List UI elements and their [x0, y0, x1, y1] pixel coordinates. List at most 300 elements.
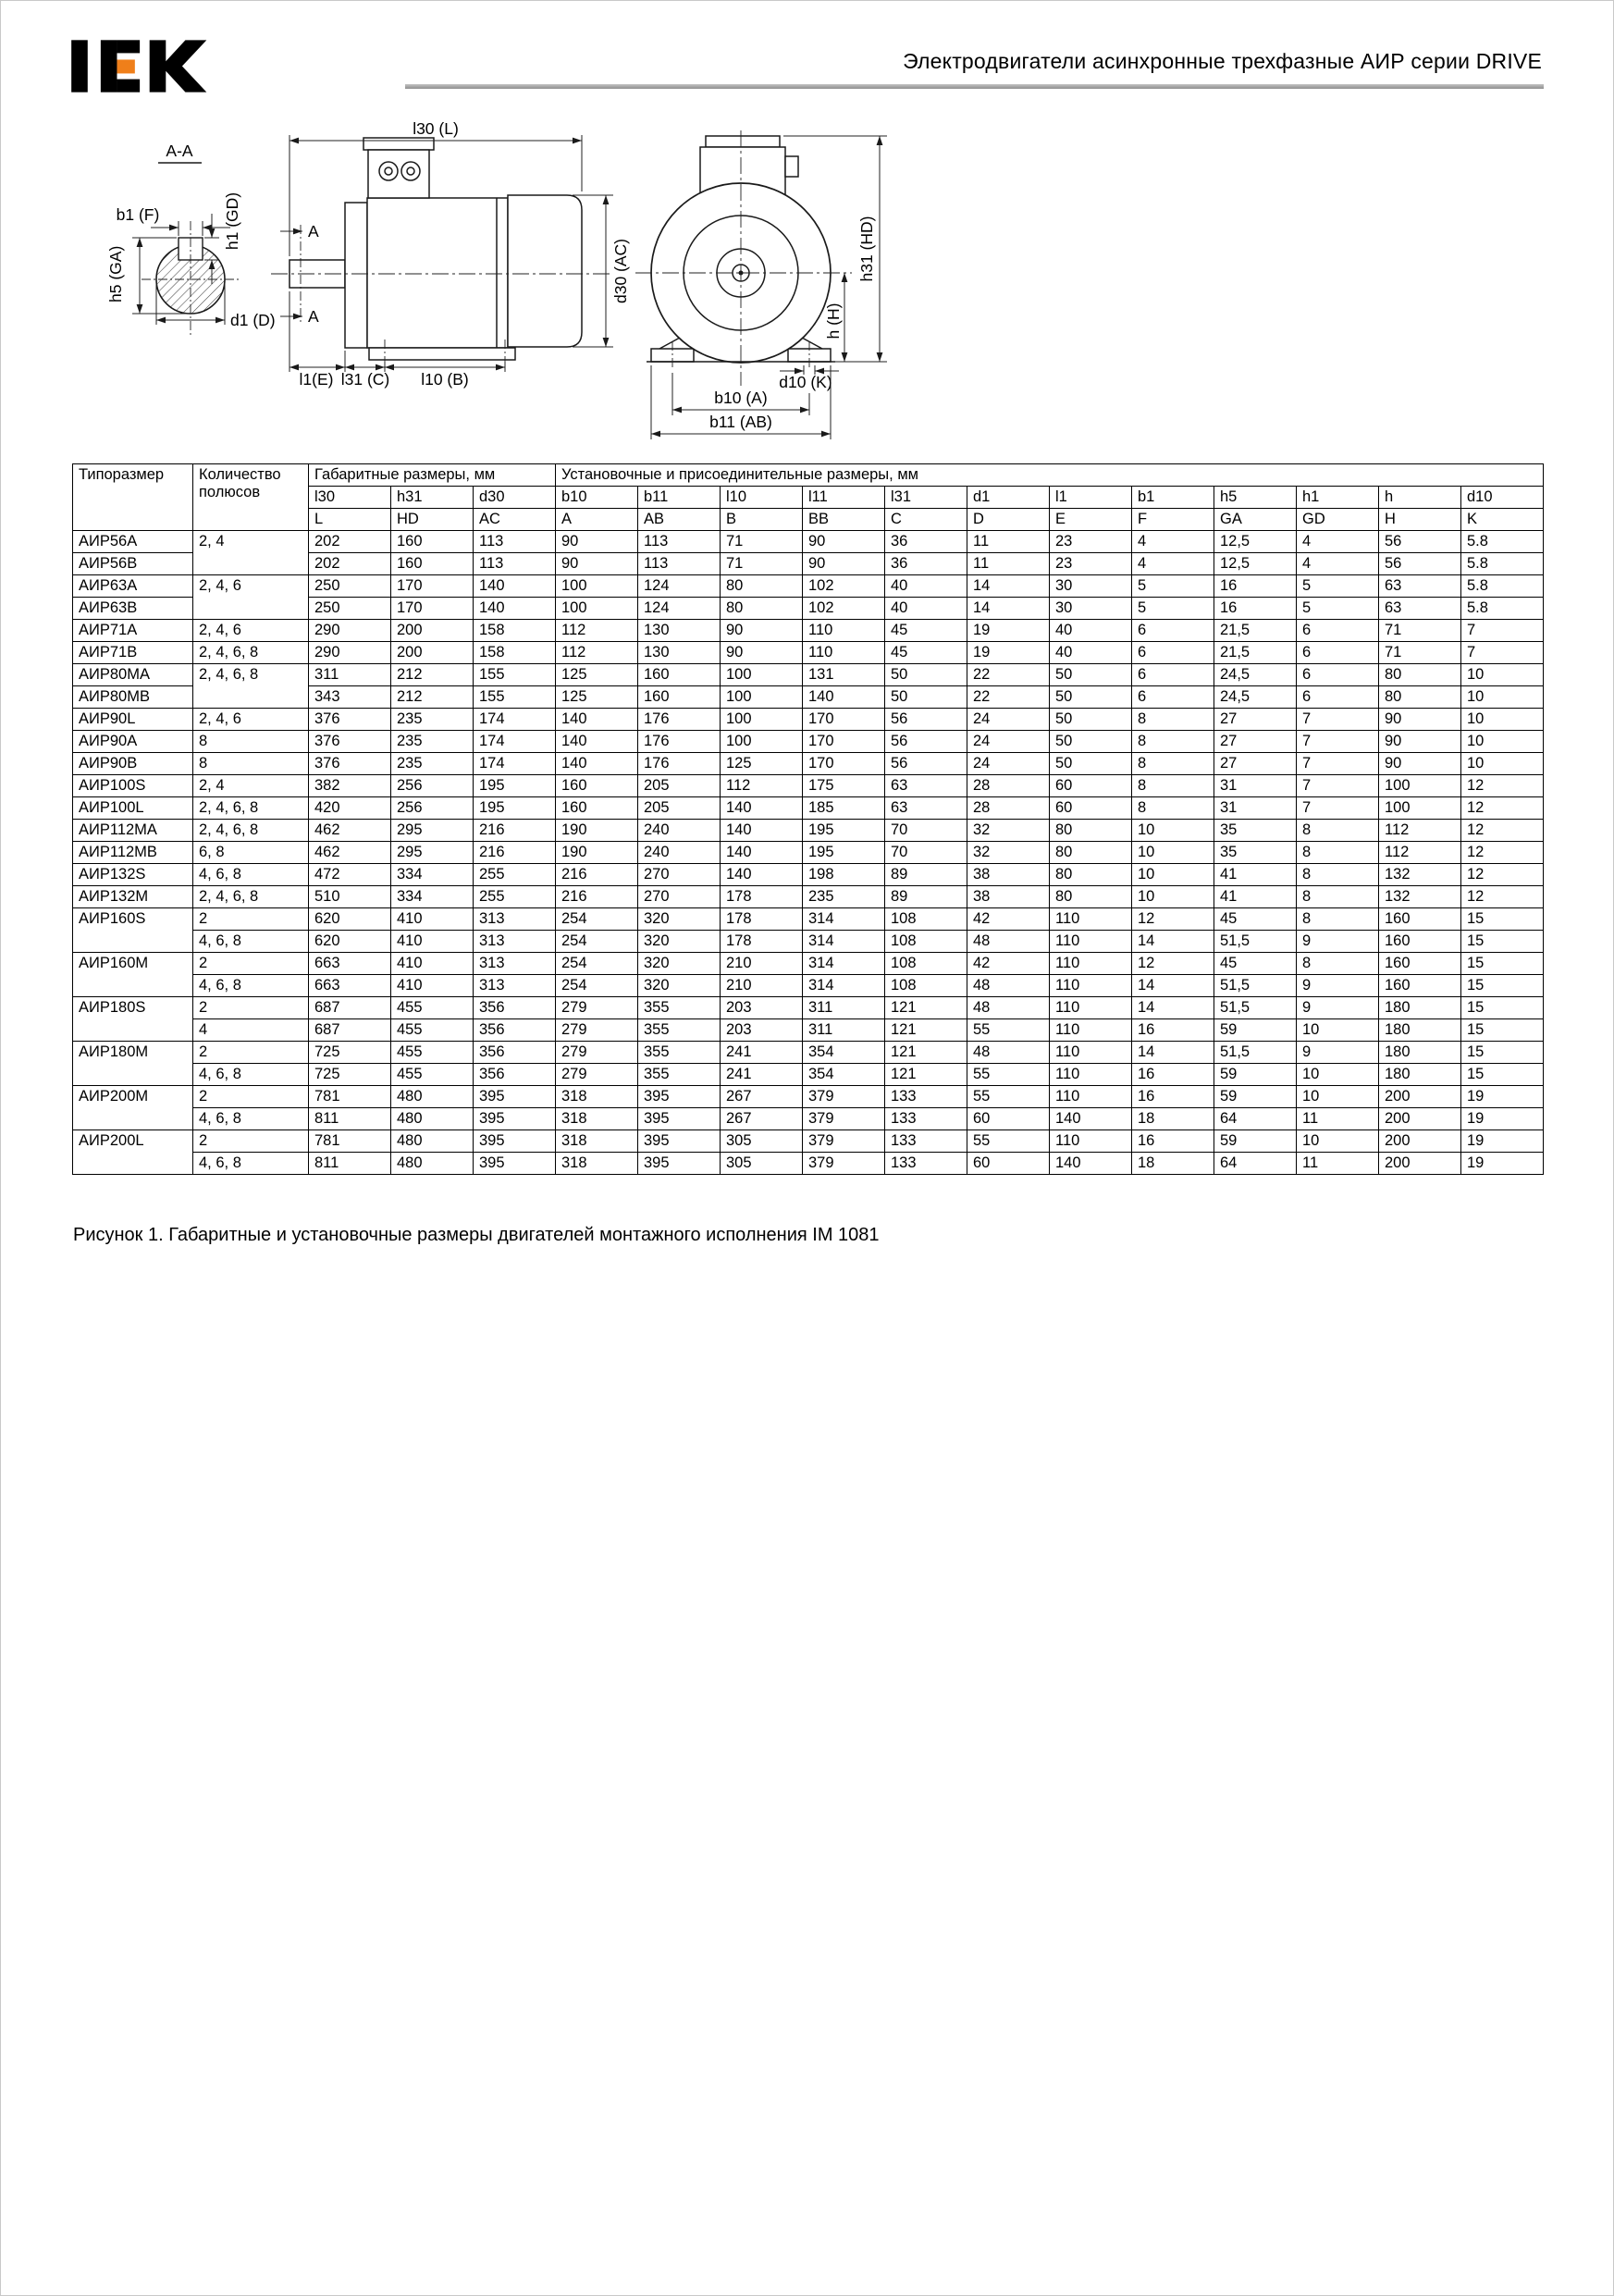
- label-b11: b11 (AB): [709, 413, 772, 431]
- value-cell: 160: [391, 531, 474, 553]
- value-cell: 80: [1379, 664, 1461, 686]
- col-subhead-letter: F: [1132, 509, 1214, 531]
- value-cell: 4: [1297, 553, 1379, 575]
- label-cut-top: А: [308, 222, 319, 241]
- value-cell: 200: [391, 642, 474, 664]
- value-cell: 30: [1050, 598, 1132, 620]
- value-cell: 100: [721, 664, 803, 686]
- value-cell: 158: [474, 620, 556, 642]
- value-cell: 313: [474, 931, 556, 953]
- value-cell: 51,5: [1214, 931, 1297, 953]
- value-cell: 5.8: [1461, 598, 1544, 620]
- type-cell: АИР160М: [73, 953, 193, 997]
- value-cell: 9: [1297, 1042, 1379, 1064]
- col-subhead-letter: GD: [1297, 509, 1379, 531]
- value-cell: 178: [721, 931, 803, 953]
- value-cell: 160: [1379, 975, 1461, 997]
- poles-cell: 2, 4, 6, 8: [193, 642, 309, 664]
- value-cell: 71: [1379, 642, 1461, 664]
- value-cell: 121: [885, 1064, 967, 1086]
- value-cell: 455: [391, 1042, 474, 1064]
- type-cell: АИР112МА: [73, 820, 193, 842]
- value-cell: 41: [1214, 886, 1297, 908]
- table-row: [73, 775, 1544, 797]
- value-cell: 19: [1461, 1130, 1544, 1153]
- type-cell: АИР80МА: [73, 664, 193, 686]
- poles-cell: 2, 4, 6: [193, 709, 309, 731]
- value-cell: 334: [391, 886, 474, 908]
- value-cell: 23: [1050, 553, 1132, 575]
- value-cell: 15: [1461, 1042, 1544, 1064]
- value-cell: 16: [1214, 575, 1297, 598]
- value-cell: 395: [474, 1108, 556, 1130]
- table-row: [73, 1153, 1544, 1175]
- value-cell: 10: [1461, 686, 1544, 709]
- value-cell: 36: [885, 531, 967, 553]
- value-cell: 70: [885, 842, 967, 864]
- col-subhead-dim: d1: [967, 487, 1050, 509]
- value-cell: 254: [556, 908, 638, 931]
- value-cell: 28: [967, 797, 1050, 820]
- value-cell: 318: [556, 1153, 638, 1175]
- col-subhead-dim: b11: [638, 487, 721, 509]
- value-cell: 14: [1132, 1042, 1214, 1064]
- value-cell: 216: [556, 864, 638, 886]
- value-cell: 160: [638, 664, 721, 686]
- logo-letter-e-bar: [101, 40, 117, 92]
- value-cell: 15: [1461, 1019, 1544, 1042]
- value-cell: 395: [474, 1130, 556, 1153]
- value-cell: 110: [1050, 953, 1132, 975]
- value-cell: 30: [1050, 575, 1132, 598]
- value-cell: 320: [638, 953, 721, 975]
- poles-cell: 2: [193, 997, 309, 1019]
- value-cell: 205: [638, 775, 721, 797]
- value-cell: 140: [556, 753, 638, 775]
- value-cell: 11: [1297, 1108, 1379, 1130]
- value-cell: 254: [556, 953, 638, 975]
- value-cell: 254: [556, 975, 638, 997]
- front-view: [635, 130, 887, 439]
- col-subhead-letter: AB: [638, 509, 721, 531]
- value-cell: 89: [885, 864, 967, 886]
- value-cell: 158: [474, 642, 556, 664]
- table-row: [73, 1042, 1544, 1064]
- value-cell: 42: [967, 908, 1050, 931]
- value-cell: 202: [309, 531, 391, 553]
- value-cell: 45: [1214, 908, 1297, 931]
- poles-cell: 2, 4, 6, 8: [193, 820, 309, 842]
- value-cell: 110: [1050, 1019, 1132, 1042]
- value-cell: 320: [638, 931, 721, 953]
- value-cell: 102: [803, 598, 885, 620]
- value-cell: 124: [638, 598, 721, 620]
- col-subhead-dim: h1: [1297, 487, 1379, 509]
- value-cell: 379: [803, 1086, 885, 1108]
- value-cell: 290: [309, 642, 391, 664]
- value-cell: 12: [1461, 775, 1544, 797]
- value-cell: 16: [1132, 1130, 1214, 1153]
- terminal-box-lip: [363, 138, 434, 150]
- value-cell: 40: [1050, 642, 1132, 664]
- value-cell: 314: [803, 931, 885, 953]
- value-cell: 160: [1379, 953, 1461, 975]
- value-cell: 42: [967, 953, 1050, 975]
- value-cell: 620: [309, 931, 391, 953]
- value-cell: 395: [474, 1086, 556, 1108]
- col-subhead-dim: h5: [1214, 487, 1297, 509]
- value-cell: 24,5: [1214, 686, 1297, 709]
- value-cell: 113: [638, 531, 721, 553]
- value-cell: 241: [721, 1064, 803, 1086]
- value-cell: 160: [1379, 908, 1461, 931]
- value-cell: 45: [885, 642, 967, 664]
- value-cell: 195: [803, 820, 885, 842]
- value-cell: 178: [721, 908, 803, 931]
- poles-cell: 2, 4, 6: [193, 575, 309, 620]
- value-cell: 10: [1297, 1064, 1379, 1086]
- value-cell: 8: [1132, 797, 1214, 820]
- value-cell: 6: [1132, 664, 1214, 686]
- value-cell: 133: [885, 1130, 967, 1153]
- value-cell: 295: [391, 842, 474, 864]
- value-cell: 130: [638, 642, 721, 664]
- value-cell: 140: [556, 709, 638, 731]
- poles-cell: 4: [193, 1019, 309, 1042]
- table-row: [73, 753, 1544, 775]
- dimensions-table-wrap: [72, 463, 1543, 1175]
- value-cell: 8: [1132, 753, 1214, 775]
- value-cell: 112: [1379, 842, 1461, 864]
- value-cell: 108: [885, 931, 967, 953]
- type-cell: АИР63А: [73, 575, 193, 598]
- value-cell: 10: [1461, 709, 1544, 731]
- value-cell: 56: [885, 709, 967, 731]
- value-cell: 112: [556, 642, 638, 664]
- value-cell: 395: [638, 1108, 721, 1130]
- value-cell: 200: [1379, 1108, 1461, 1130]
- value-cell: 71: [721, 553, 803, 575]
- value-cell: 202: [309, 553, 391, 575]
- type-cell: АИР71А: [73, 620, 193, 642]
- col-subhead-dim: b10: [556, 487, 638, 509]
- value-cell: 100: [1379, 797, 1461, 820]
- logo-letter-k: [150, 40, 207, 92]
- side-view: [271, 119, 630, 389]
- value-cell: 5.8: [1461, 553, 1544, 575]
- value-cell: 51,5: [1214, 997, 1297, 1019]
- value-cell: 100: [1379, 775, 1461, 797]
- value-cell: 200: [391, 620, 474, 642]
- value-cell: 455: [391, 1064, 474, 1086]
- value-cell: 395: [638, 1153, 721, 1175]
- value-cell: 90: [803, 553, 885, 575]
- value-cell: 279: [556, 1064, 638, 1086]
- value-cell: 480: [391, 1130, 474, 1153]
- value-cell: 125: [721, 753, 803, 775]
- table-row: [73, 975, 1544, 997]
- value-cell: 10: [1297, 1130, 1379, 1153]
- value-cell: 125: [556, 686, 638, 709]
- table-row: [73, 864, 1544, 886]
- value-cell: 313: [474, 908, 556, 931]
- col-header-poles: Количество полюсов: [193, 464, 309, 531]
- value-cell: 313: [474, 975, 556, 997]
- label-l31: l31 (C): [340, 370, 390, 389]
- value-cell: 19: [967, 642, 1050, 664]
- value-cell: 235: [803, 886, 885, 908]
- value-cell: 38: [967, 886, 1050, 908]
- value-cell: 55: [967, 1130, 1050, 1153]
- value-cell: 176: [638, 709, 721, 731]
- col-subhead-dim: l30: [309, 487, 391, 509]
- label-d30: d30 (AC): [611, 238, 630, 304]
- value-cell: 80: [1050, 842, 1132, 864]
- value-cell: 472: [309, 864, 391, 886]
- value-cell: 5: [1297, 575, 1379, 598]
- value-cell: 63: [1379, 575, 1461, 598]
- value-cell: 195: [474, 797, 556, 820]
- label-cut-bottom: А: [308, 307, 319, 326]
- value-cell: 18: [1132, 1153, 1214, 1175]
- value-cell: 108: [885, 953, 967, 975]
- value-cell: 70: [885, 820, 967, 842]
- value-cell: 356: [474, 1064, 556, 1086]
- value-cell: 15: [1461, 997, 1544, 1019]
- value-cell: 110: [1050, 1064, 1132, 1086]
- value-cell: 121: [885, 997, 967, 1019]
- fan-cowl: [508, 195, 582, 347]
- value-cell: 11: [967, 531, 1050, 553]
- value-cell: 318: [556, 1108, 638, 1130]
- value-cell: 376: [309, 731, 391, 753]
- value-cell: 314: [803, 908, 885, 931]
- poles-cell: 2, 4: [193, 775, 309, 797]
- value-cell: 140: [1050, 1153, 1132, 1175]
- value-cell: 200: [1379, 1153, 1461, 1175]
- poles-cell: 4, 6, 8: [193, 864, 309, 886]
- value-cell: 45: [1214, 953, 1297, 975]
- value-cell: 6: [1297, 642, 1379, 664]
- col-subhead-letter: D: [967, 509, 1050, 531]
- value-cell: 176: [638, 753, 721, 775]
- value-cell: 108: [885, 975, 967, 997]
- value-cell: 113: [474, 531, 556, 553]
- col-subhead-letter: BB: [803, 509, 885, 531]
- value-cell: 113: [638, 553, 721, 575]
- value-cell: 8: [1297, 908, 1379, 931]
- col-group-mounting: Установочные и присоединительные размеры, мм: [556, 464, 1544, 487]
- type-cell: АИР160S: [73, 908, 193, 953]
- col-subhead-dim: h31: [391, 487, 474, 509]
- col-subhead-dim: b1: [1132, 487, 1214, 509]
- value-cell: 811: [309, 1153, 391, 1175]
- value-cell: 620: [309, 908, 391, 931]
- value-cell: 7: [1297, 753, 1379, 775]
- value-cell: 170: [803, 753, 885, 775]
- value-cell: 56: [1379, 531, 1461, 553]
- table-row: [73, 1130, 1544, 1153]
- value-cell: 256: [391, 797, 474, 820]
- value-cell: 12: [1461, 864, 1544, 886]
- value-cell: 6: [1132, 642, 1214, 664]
- poles-cell: 2, 4, 6, 8: [193, 664, 309, 709]
- value-cell: 170: [803, 731, 885, 753]
- logo-letter-i: [71, 40, 88, 92]
- poles-cell: 4, 6, 8: [193, 931, 309, 953]
- value-cell: 60: [1050, 797, 1132, 820]
- value-cell: 121: [885, 1019, 967, 1042]
- value-cell: 50: [1050, 731, 1132, 753]
- value-cell: 90: [556, 553, 638, 575]
- value-cell: 235: [391, 709, 474, 731]
- value-cell: 28: [967, 775, 1050, 797]
- value-cell: 80: [721, 575, 803, 598]
- type-cell: АИР180S: [73, 997, 193, 1042]
- value-cell: 50: [1050, 664, 1132, 686]
- value-cell: 212: [391, 664, 474, 686]
- value-cell: 6: [1297, 620, 1379, 642]
- value-cell: 10: [1132, 842, 1214, 864]
- value-cell: 240: [638, 842, 721, 864]
- value-cell: 110: [1050, 975, 1132, 997]
- poles-cell: 4, 6, 8: [193, 1153, 309, 1175]
- label-d10: d10 (K): [779, 373, 832, 391]
- value-cell: 355: [638, 1042, 721, 1064]
- value-cell: 19: [1461, 1086, 1544, 1108]
- value-cell: 10: [1132, 886, 1214, 908]
- value-cell: 140: [1050, 1108, 1132, 1130]
- front-terminal-box-lip: [706, 136, 780, 147]
- value-cell: 14: [967, 598, 1050, 620]
- value-cell: 12: [1132, 953, 1214, 975]
- value-cell: 64: [1214, 1153, 1297, 1175]
- value-cell: 254: [556, 931, 638, 953]
- value-cell: 40: [885, 575, 967, 598]
- value-cell: 100: [556, 575, 638, 598]
- value-cell: 8: [1297, 842, 1379, 864]
- value-cell: 314: [803, 953, 885, 975]
- value-cell: 8: [1132, 775, 1214, 797]
- value-cell: 133: [885, 1108, 967, 1130]
- value-cell: 190: [556, 820, 638, 842]
- value-cell: 320: [638, 975, 721, 997]
- poles-cell: 2, 4, 6, 8: [193, 886, 309, 908]
- value-cell: 5.8: [1461, 531, 1544, 553]
- table-row: [73, 797, 1544, 820]
- value-cell: 195: [474, 775, 556, 797]
- value-cell: 355: [638, 1064, 721, 1086]
- value-cell: 687: [309, 1019, 391, 1042]
- value-cell: 31: [1214, 775, 1297, 797]
- poles-cell: 2: [193, 908, 309, 931]
- value-cell: 356: [474, 1019, 556, 1042]
- value-cell: 267: [721, 1108, 803, 1130]
- table-row: [73, 709, 1544, 731]
- value-cell: 379: [803, 1108, 885, 1130]
- label-l30: l30 (L): [413, 119, 459, 138]
- type-cell: АИР90В: [73, 753, 193, 775]
- value-cell: 7: [1297, 797, 1379, 820]
- value-cell: 130: [638, 620, 721, 642]
- type-cell: АИР132М: [73, 886, 193, 908]
- value-cell: 8: [1297, 953, 1379, 975]
- value-cell: 8: [1297, 886, 1379, 908]
- value-cell: 10: [1461, 664, 1544, 686]
- value-cell: 90: [556, 531, 638, 553]
- value-cell: 811: [309, 1108, 391, 1130]
- table-row: [73, 575, 1544, 598]
- value-cell: 178: [721, 886, 803, 908]
- value-cell: 51,5: [1214, 975, 1297, 997]
- label-l1: l1(E): [299, 370, 334, 389]
- value-cell: 48: [967, 997, 1050, 1019]
- iek-logo: [71, 29, 210, 104]
- value-cell: 8: [1297, 820, 1379, 842]
- value-cell: 420: [309, 797, 391, 820]
- type-cell: АИР100S: [73, 775, 193, 797]
- value-cell: 14: [1132, 997, 1214, 1019]
- value-cell: 6: [1297, 686, 1379, 709]
- value-cell: 124: [638, 575, 721, 598]
- value-cell: 455: [391, 1019, 474, 1042]
- value-cell: 180: [1379, 997, 1461, 1019]
- value-cell: 64: [1214, 1108, 1297, 1130]
- motor-body: [367, 198, 508, 348]
- value-cell: 80: [721, 598, 803, 620]
- value-cell: 781: [309, 1130, 391, 1153]
- value-cell: 480: [391, 1153, 474, 1175]
- value-cell: 410: [391, 931, 474, 953]
- value-cell: 295: [391, 820, 474, 842]
- value-cell: 15: [1461, 931, 1544, 953]
- value-cell: 5: [1132, 598, 1214, 620]
- poles-cell: 6, 8: [193, 842, 309, 864]
- value-cell: 60: [967, 1108, 1050, 1130]
- value-cell: 140: [556, 731, 638, 753]
- value-cell: 80: [1050, 886, 1132, 908]
- col-subhead-letter: K: [1461, 509, 1544, 531]
- value-cell: 9: [1297, 997, 1379, 1019]
- value-cell: 23: [1050, 531, 1132, 553]
- poles-cell: 2: [193, 1042, 309, 1064]
- value-cell: 110: [1050, 1042, 1132, 1064]
- value-cell: 100: [556, 598, 638, 620]
- value-cell: 112: [721, 775, 803, 797]
- value-cell: 354: [803, 1064, 885, 1086]
- value-cell: 170: [803, 709, 885, 731]
- value-cell: 174: [474, 753, 556, 775]
- poles-cell: 2, 4, 6, 8: [193, 797, 309, 820]
- value-cell: 185: [803, 797, 885, 820]
- poles-cell: 4, 6, 8: [193, 1108, 309, 1130]
- value-cell: 279: [556, 997, 638, 1019]
- value-cell: 50: [1050, 686, 1132, 709]
- value-cell: 133: [885, 1153, 967, 1175]
- value-cell: 132: [1379, 864, 1461, 886]
- value-cell: 155: [474, 664, 556, 686]
- value-cell: 19: [1461, 1108, 1544, 1130]
- value-cell: 462: [309, 820, 391, 842]
- value-cell: 50: [1050, 753, 1132, 775]
- value-cell: 16: [1132, 1086, 1214, 1108]
- value-cell: 140: [721, 842, 803, 864]
- value-cell: 59: [1214, 1064, 1297, 1086]
- col-subhead-dim: d10: [1461, 487, 1544, 509]
- value-cell: 5: [1297, 598, 1379, 620]
- type-cell: АИР200М: [73, 1086, 193, 1130]
- poles-cell: 4, 6, 8: [193, 975, 309, 997]
